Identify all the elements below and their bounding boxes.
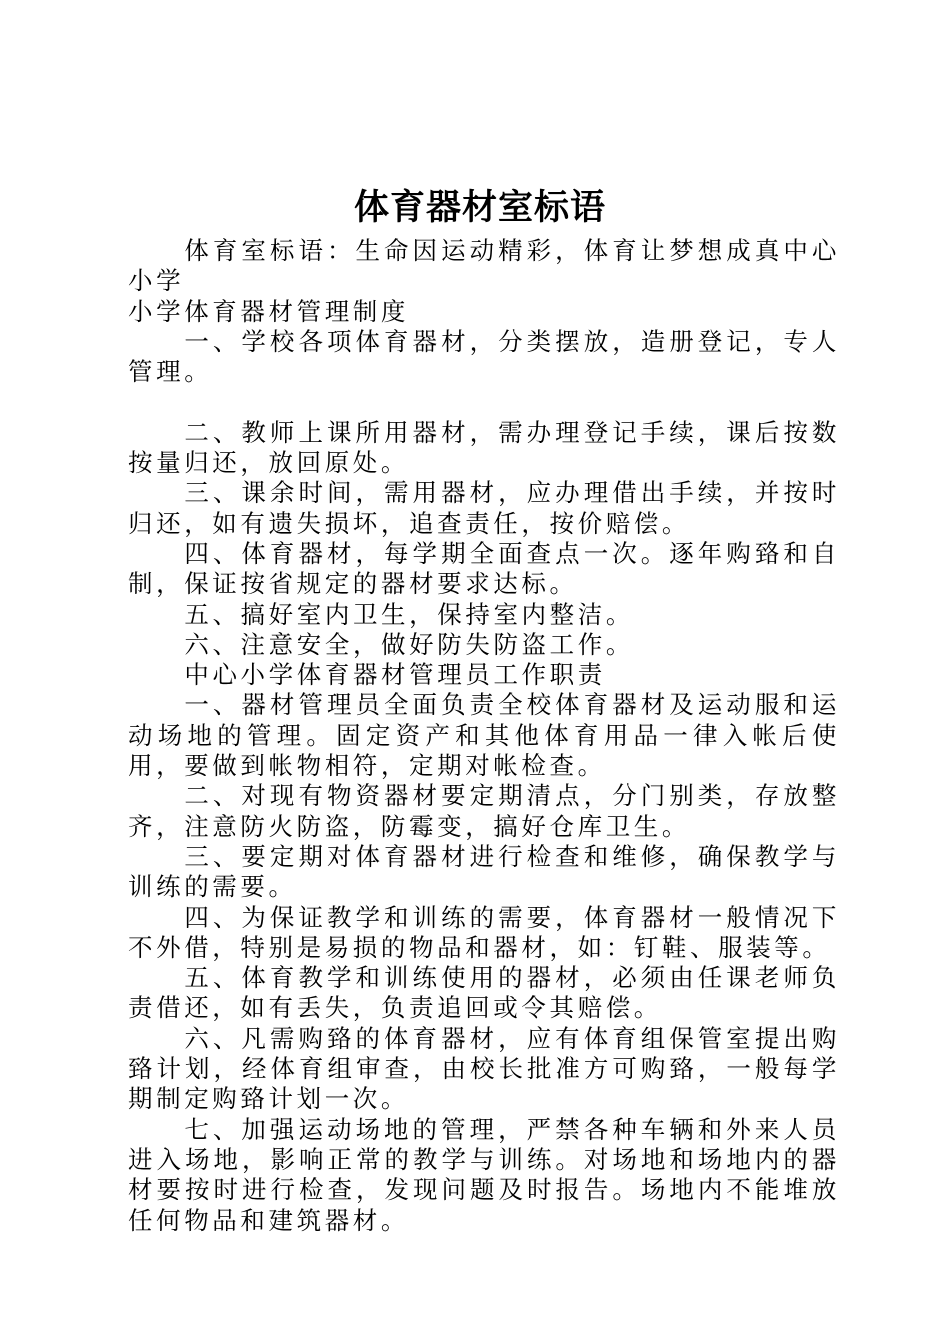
duty-paragraph-2: 二、对现有物资器材要定期清点，分门别类，存放整齐，注意防火防盗，防霉变，搞好仓库卫生。 [128,781,840,841]
duty-paragraph-5: 五、体育教学和训练使用的器材，必须由任课老师负责借还，如有丢失，负责追回或令其赔偿。 [128,963,840,1023]
rule-paragraph-2: 二、教师上课所用器材，需办理登记手续，课后按数按量归还，放回原处。 [128,417,840,478]
duty-paragraph-4: 四、为保证教学和训练的需要，体育器材一般情况下不外借，特别是易损的物品和器材，如：钉鞋、服装等。 [128,902,840,962]
document-title: 体育器材室标语 [353,187,606,228]
duty-paragraph-3: 三、要定期对体育器材进行检查和维修，确保教学与训练的需要。 [128,841,840,902]
rule-paragraph-6: 六、注意安全，做好防失防盗工作。 [184,629,634,659]
section-heading-management-rules: 小学体育器材管理制度 [128,296,409,326]
section-heading-duties: 中心小学体育器材管理员工作职责 [184,660,606,690]
rule-paragraph-4: 四、体育器材，每学期全面查点一次。逐年购臵和自制，保证按省规定的器材要求达标。 [128,538,840,599]
duty-paragraph-6: 六、凡需购臵的体育器材，应有体育组保管室提出购臵计划，经体育组审查，由校长批准方可购臵，一般每学期制定购臵计划一次。 [128,1023,840,1114]
duty-paragraph-7: 七、加强运动场地的管理，严禁各种车辆和外来人员进入场地，影响正常的教学与训练。对场地和场地内的器材要按时进行检查，发现问题及时报告。场地内不能堆放任何物品和建筑器材。 [128,1114,840,1235]
duty-paragraph-1: 一、器材管理员全面负责全校体育器材及运动服和运动场地的管理。固定资产和其他体育用品一律入帐后使用，要做到帐物相符，定期对帐检查。 [128,690,840,781]
rule-paragraph-3: 三、课余时间，需用器材，应办理借出手续，并按时归还，如有遗失损坏，追查责任，按价赔偿。 [128,478,840,538]
document-body [128,236,840,1236]
slogan-paragraph: 体育室标语：生命因运动精彩，体育让梦想成真中心小学 [128,236,840,296]
rule-paragraph-5: 五、搞好室内卫生，保持室内整洁。 [184,599,634,629]
rule-paragraph-1: 一、学校各项体育器材，分类摆放，造册登记，专人管理。 [128,326,840,387]
